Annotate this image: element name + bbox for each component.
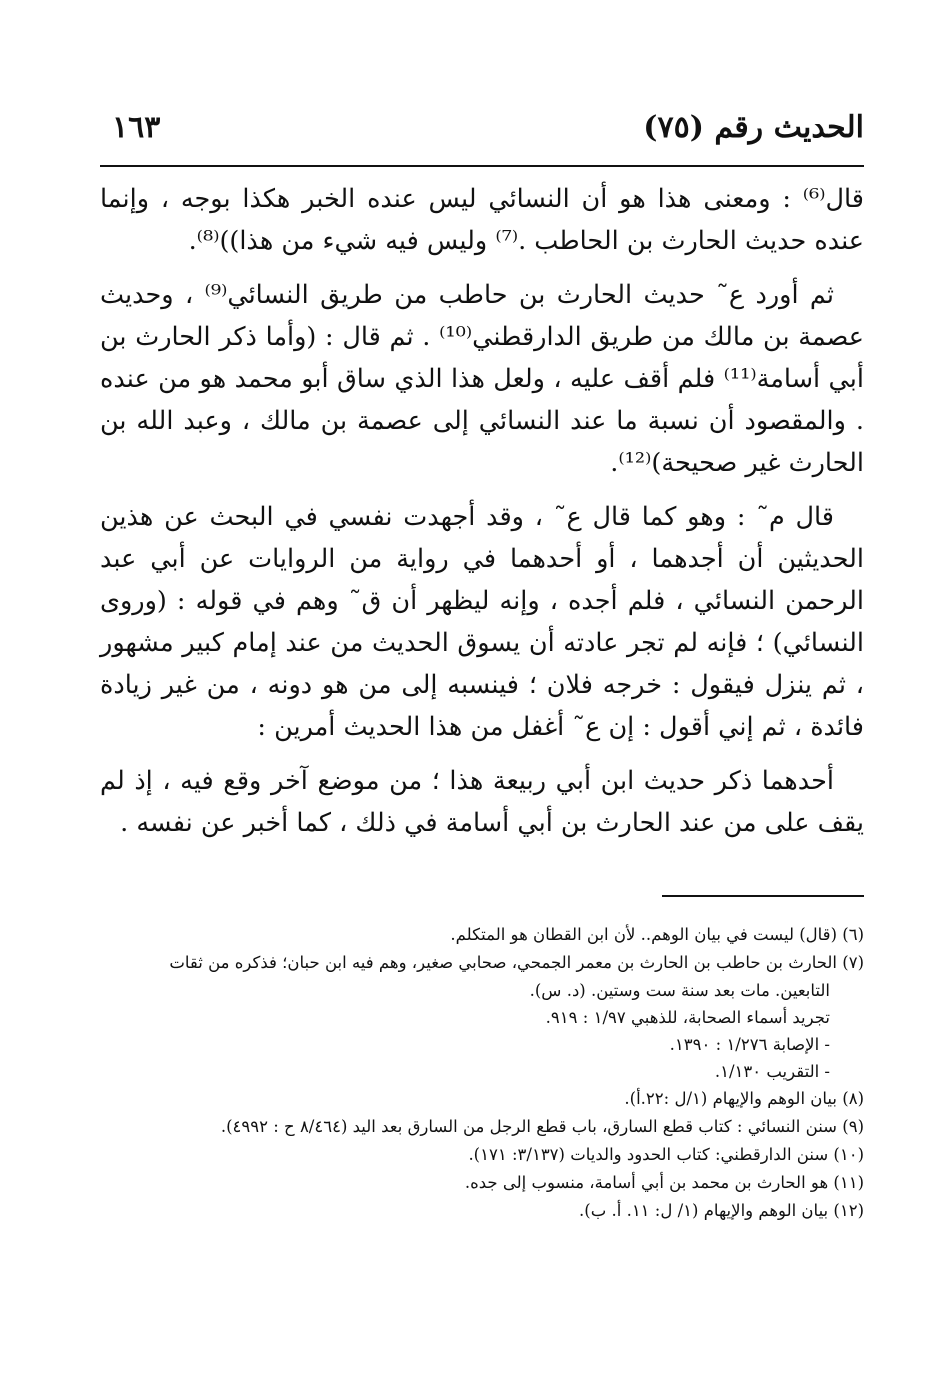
footnote-10: (١٠) سنن الدارقطني: كتاب الحدود والديات (٣/١٣٧: ١٧١). [468,1145,864,1164]
footnote-9: (٩) سنن النسائي : كتاب قطع السارق، باب قطع الرجل من السارق بعد اليد (٨/٤٦٤ ح : ٤٩٩٢). [220,1117,864,1136]
footnote-7-source-3: - التقريب ١/١٣٠. [714,1062,830,1081]
main-text [100,178,864,856]
paragraph-4: أحدهما ذكر حديث ابن أبي ربيعة هذا ؛ من موضع آخر وقع فيه ، إذ لم يقف على من عند الحارث بن أبي أسامة في ذلك ، كما أخبر عن نفسه . [100,766,864,838]
footnotes [100,922,864,1226]
paragraph-1: قال⁽⁶⁾ : ومعنى هذا هو أن النسائي ليس عنده الخبر هكذا بوجه ، وإنما عنده حديث الحارث بن الحاطب .⁽⁷⁾ وليس فيه شيء من هذا))⁽⁸⁾. [100,184,864,256]
running-title: الحديث رقم (٧٥) [643,110,864,145]
header-rule [100,165,864,167]
footnote-8: (٨) بيان الوهم والإيهام (١/ل :٢٢.أ). [624,1089,864,1108]
footnote-6: (٦) (قال) ليست في بيان الوهم.. لأن ابن القطان هو المتكلم. [450,925,864,944]
page-header [112,110,864,160]
footnote-7: (٧) الحارث بن حاطب بن الحارث بن معمر الجمحي، صحابي صغير، وهم فيه ابن حبان؛ فذكره من ثقات [169,953,864,972]
footnote-12: (١٢) بيان الوهم والإيهام (١/ ل: ١١. أ. ب). [579,1201,864,1220]
paragraph-2: ثم أورد ع˜ حديث الحارث بن حاطب من طريق النسائي⁽⁹⁾ ، وحديث عصمة بن مالك من طريق الدارقطني⁽¹⁰⁾ . ثم قال : (وأما ذكر الحارث بن أبي أسامة⁽¹¹⁾ فلم أقف عليه ، ولعل هذا الذي ساق أبو محمد هو من عنده . والمقصود أن نسبة ما عند النسائي إلى عصمة بن مالك ، وعبد الله بن الحارث غير صحيحة)⁽¹²⁾. [100,280,864,478]
footnote-7-continuation: التابعين. مات بعد سنة ست وستين. (د. س). [529,981,830,1000]
footnote-rule [662,895,864,897]
footnote-11: (١١) هو الحارث بن محمد بن أبي أسامة، منسوب إلى جده. [464,1173,864,1192]
footnote-7-source-1: تجريد أسماء الصحابة، للذهبي ١/٩٧ : ٩١٩. [545,1008,830,1027]
footnote-7-source-2: - الإصابة ١/٢٧٦ : ١٣٩٠. [669,1035,830,1054]
paragraph-3: قال م˜ : وهو كما قال ع˜ ، وقد أجهدت نفسي في البحث عن هذين الحديثين أن أجدهما ، أو أحدهما في رواية من الروايات عن أبي عبد الرحمن النسائي ، فلم أجده ، وإنه ليظهر أن ق˜ وهم في قوله : (وروى النسائي) ؛ فإنه لم تجر عادته أن يسوق الحديث من عند إمام كبير مشهور ، ثم ينزل فيقول : خرجه فلان ؛ فينسبه إلى من هو دونه ، من غير زيادة فائدة ، ثم إني أقول : إن ع˜ أغفل من هذا الحديث أمرين : [100,502,864,742]
page-number: ١٦٣ [112,110,161,145]
